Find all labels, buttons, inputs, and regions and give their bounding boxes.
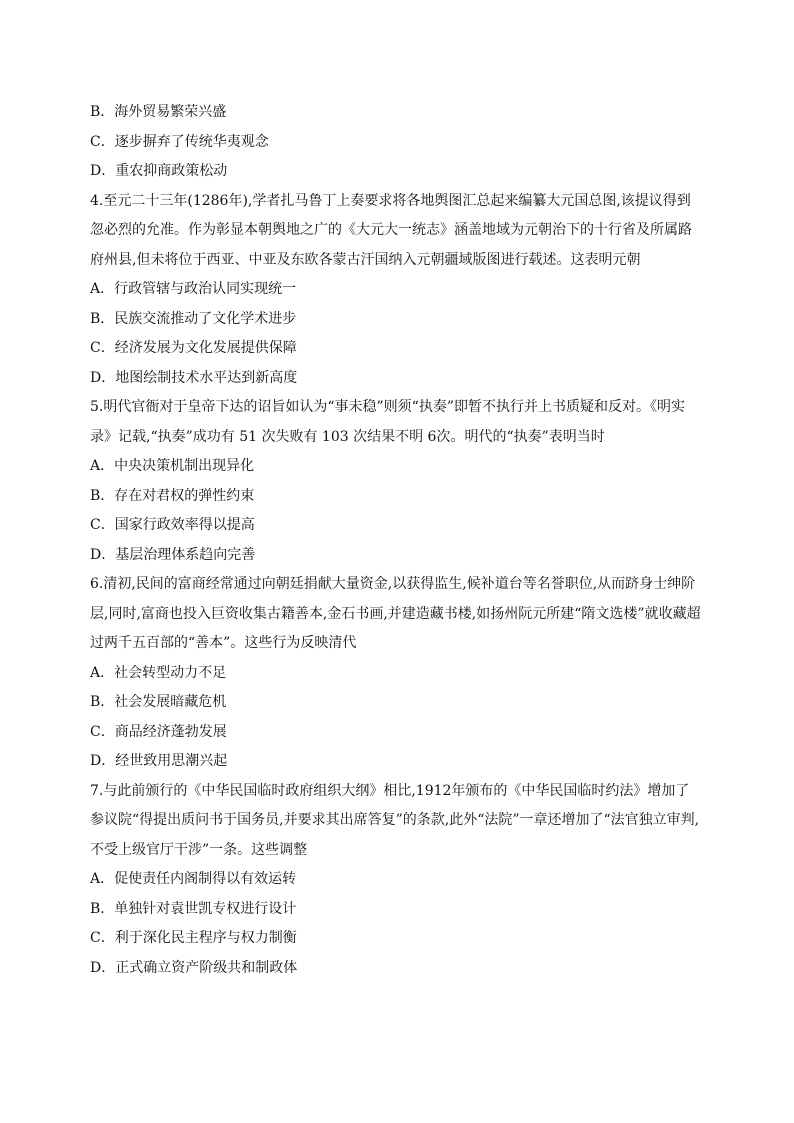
question-6 — [90, 574, 714, 771]
option-d: D．正式确立资产阶级共和制政体 — [90, 959, 298, 976]
option-c: C．商品经济蓬勃发展 — [90, 723, 227, 740]
option-a: A．社会转型动力不足 — [90, 664, 227, 681]
stem-line: 忽必烈的允准。作为彰显本朝舆地之广的《大元大一统志》涵盖地域为元朝治下的十行省及所属路 — [90, 222, 692, 238]
option-d: D．经世致用思潮兴起 — [90, 753, 228, 769]
stem-line: 参议院“得提出质问书于国务员,并要求其出席答复”的条款,此外“法院”一章还增加了“法官独立审判, — [90, 812, 700, 828]
stem-line: 府州县,但未将位于西亚、中亚及东欧各蒙古汗国纳入元朝疆域版图进行载述。这表明元朝 — [90, 251, 641, 268]
question-4 — [90, 191, 714, 388]
question-stem — [90, 397, 714, 447]
stem-line: 不受上级官厅干涉”一条。这些调整 — [90, 841, 308, 858]
option-d: D．地图绘制技术水平达到新高度 — [90, 369, 298, 386]
question-stem — [90, 781, 714, 860]
question-stem — [90, 574, 714, 653]
option-a: A．促使责任内阁制得以有效运转 — [90, 871, 297, 887]
question-7 — [90, 781, 714, 978]
option-b: B．海外贸易繁荣兴盛 — [90, 104, 227, 120]
option-b: B．社会发展暗藏危机 — [90, 694, 227, 710]
option-a: A．行政管辖与政治认同实现统一 — [90, 281, 297, 297]
stem-line: 7.与此前颁行的《中华民国临时政府组织大纲》相比,1912年颁布的《中华民国临时约法》增加了 — [90, 782, 690, 799]
stem-line: 录》记载,“执奏”成功有 51 次失败有 103 次结果不明 6次。明代的“执奏”表明当时 — [90, 428, 605, 445]
option-c: C．国家行政效率得以提高 — [90, 517, 255, 533]
option-a: A．中央决策机制出现异化 — [90, 458, 255, 474]
option-c: C．利于深化民主程序与权力制衡 — [90, 930, 297, 946]
question-stem — [90, 191, 714, 270]
stem-line: 层,同时,富商也投入巨资收集古籍善本,金石书画,并建造藏书楼,如扬州阮元所建“隋文选楼”就收藏超 — [90, 605, 701, 622]
option-b: B．民族交流推动了文化学术进步 — [90, 310, 297, 327]
exam-page — [90, 102, 714, 987]
stem-line: 4.至元二十三年(1286年),学者扎马鲁丁上奏要求将各地舆图汇总起来编纂大元国总图,该提议得到 — [90, 192, 691, 209]
option-d: D．基层治理体系趋向完善 — [90, 546, 256, 563]
option-c: C．逐步摒弃了传统华夷观念 — [90, 133, 269, 150]
option-d: D．重农抑商政策松动 — [90, 163, 228, 179]
question-5 — [90, 397, 714, 565]
option-b: B．存在对君权的弹性约束 — [90, 487, 255, 504]
option-b: B．单独针对袁世凯专权进行设计 — [90, 900, 297, 917]
previous-question-options — [90, 102, 714, 181]
stem-line: 5.明代官衙对于皇帝下达的诏旨如认为“事未稳”则须“执奏”即暂不执行并上书质疑和反对。《明实 — [90, 399, 685, 415]
stem-line: 6.清初,民间的富商经常通过向朝廷捐献大量资金,以获得监生,候补道台等名誉职位,从而跻身士绅阶 — [90, 576, 696, 592]
stem-line: 过两千五百部的“善本”。这些行为反映清代 — [90, 635, 357, 651]
option-c: C．经济发展为文化发展提供保障 — [90, 340, 297, 356]
